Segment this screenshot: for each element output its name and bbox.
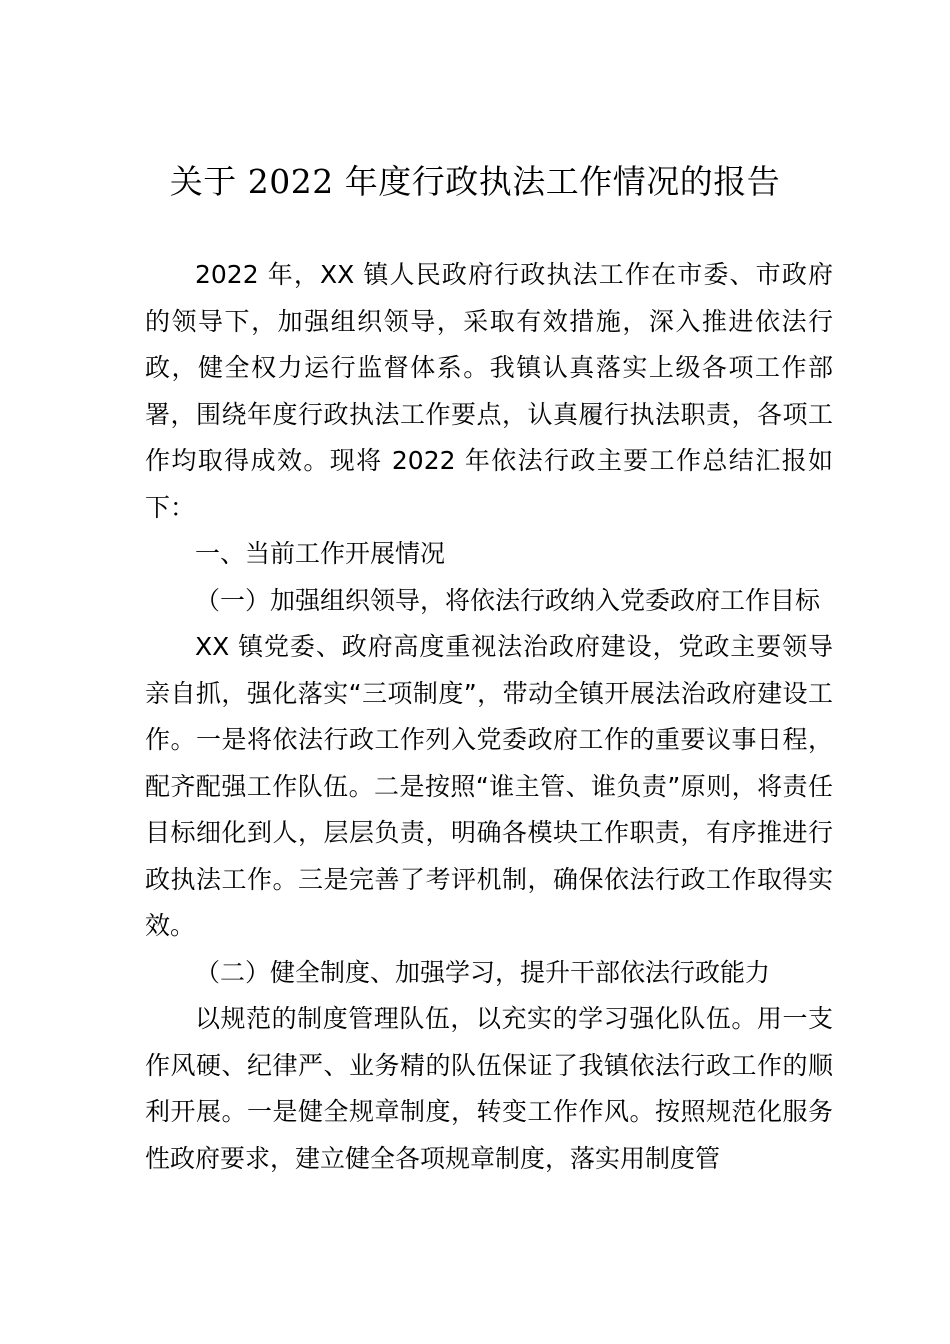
subsection-heading-1: （一）加强组织领导，将依法行政纳入党委政府工作目标 bbox=[195, 585, 821, 615]
intro-paragraph: 2022 年，XX 镇人民政府行政执法工作在市委、市政府的领导下，加强组织领导，采取有效措施，深入推进依法行政，健全权力运行监督体系。我镇认真落实上级各项工作部署，围绕年度行政执法工作要点，认真履行执法职责，各项工作均取得成效。现将 2022 年依法行政主要工作总结汇报如下： bbox=[145, 260, 833, 522]
document-body bbox=[145, 252, 833, 1182]
document-title: 关于 2022 年度行政执法工作情况的报告 bbox=[169, 162, 781, 201]
section-heading-1: 一、当前工作开展情况 bbox=[195, 539, 446, 568]
subsection-2-paragraph: 以规范的制度管理队伍，以充实的学习强化队伍。用一支作风硬、纪律严、业务精的队伍保证了我镇依法行政工作的顺利开展。一是健全规章制度，转变工作作风。按照规范化服务性政府要求，建立健全各项规章制度，落实用制度管 bbox=[145, 1004, 833, 1173]
subsection-1-paragraph: XX 镇党委、政府高度重视法治政府建设，党政主要领导亲自抓，强化落实“三项制度”，带动全镇开展法治政府建设工作。一是将依法行政工作列入党委政府工作的重要议事日程，配齐配强工作队伍。二是按照“谁主管、谁负责”原则，将责任目标细化到人，层层负责，明确各模块工作职责，有序推进行政执法工作。三是完善了考评机制，确保依法行政工作取得实效。 bbox=[145, 632, 833, 940]
subsection-heading-2: （二）健全制度、加强学习，提升干部依法行政能力 bbox=[195, 957, 771, 987]
